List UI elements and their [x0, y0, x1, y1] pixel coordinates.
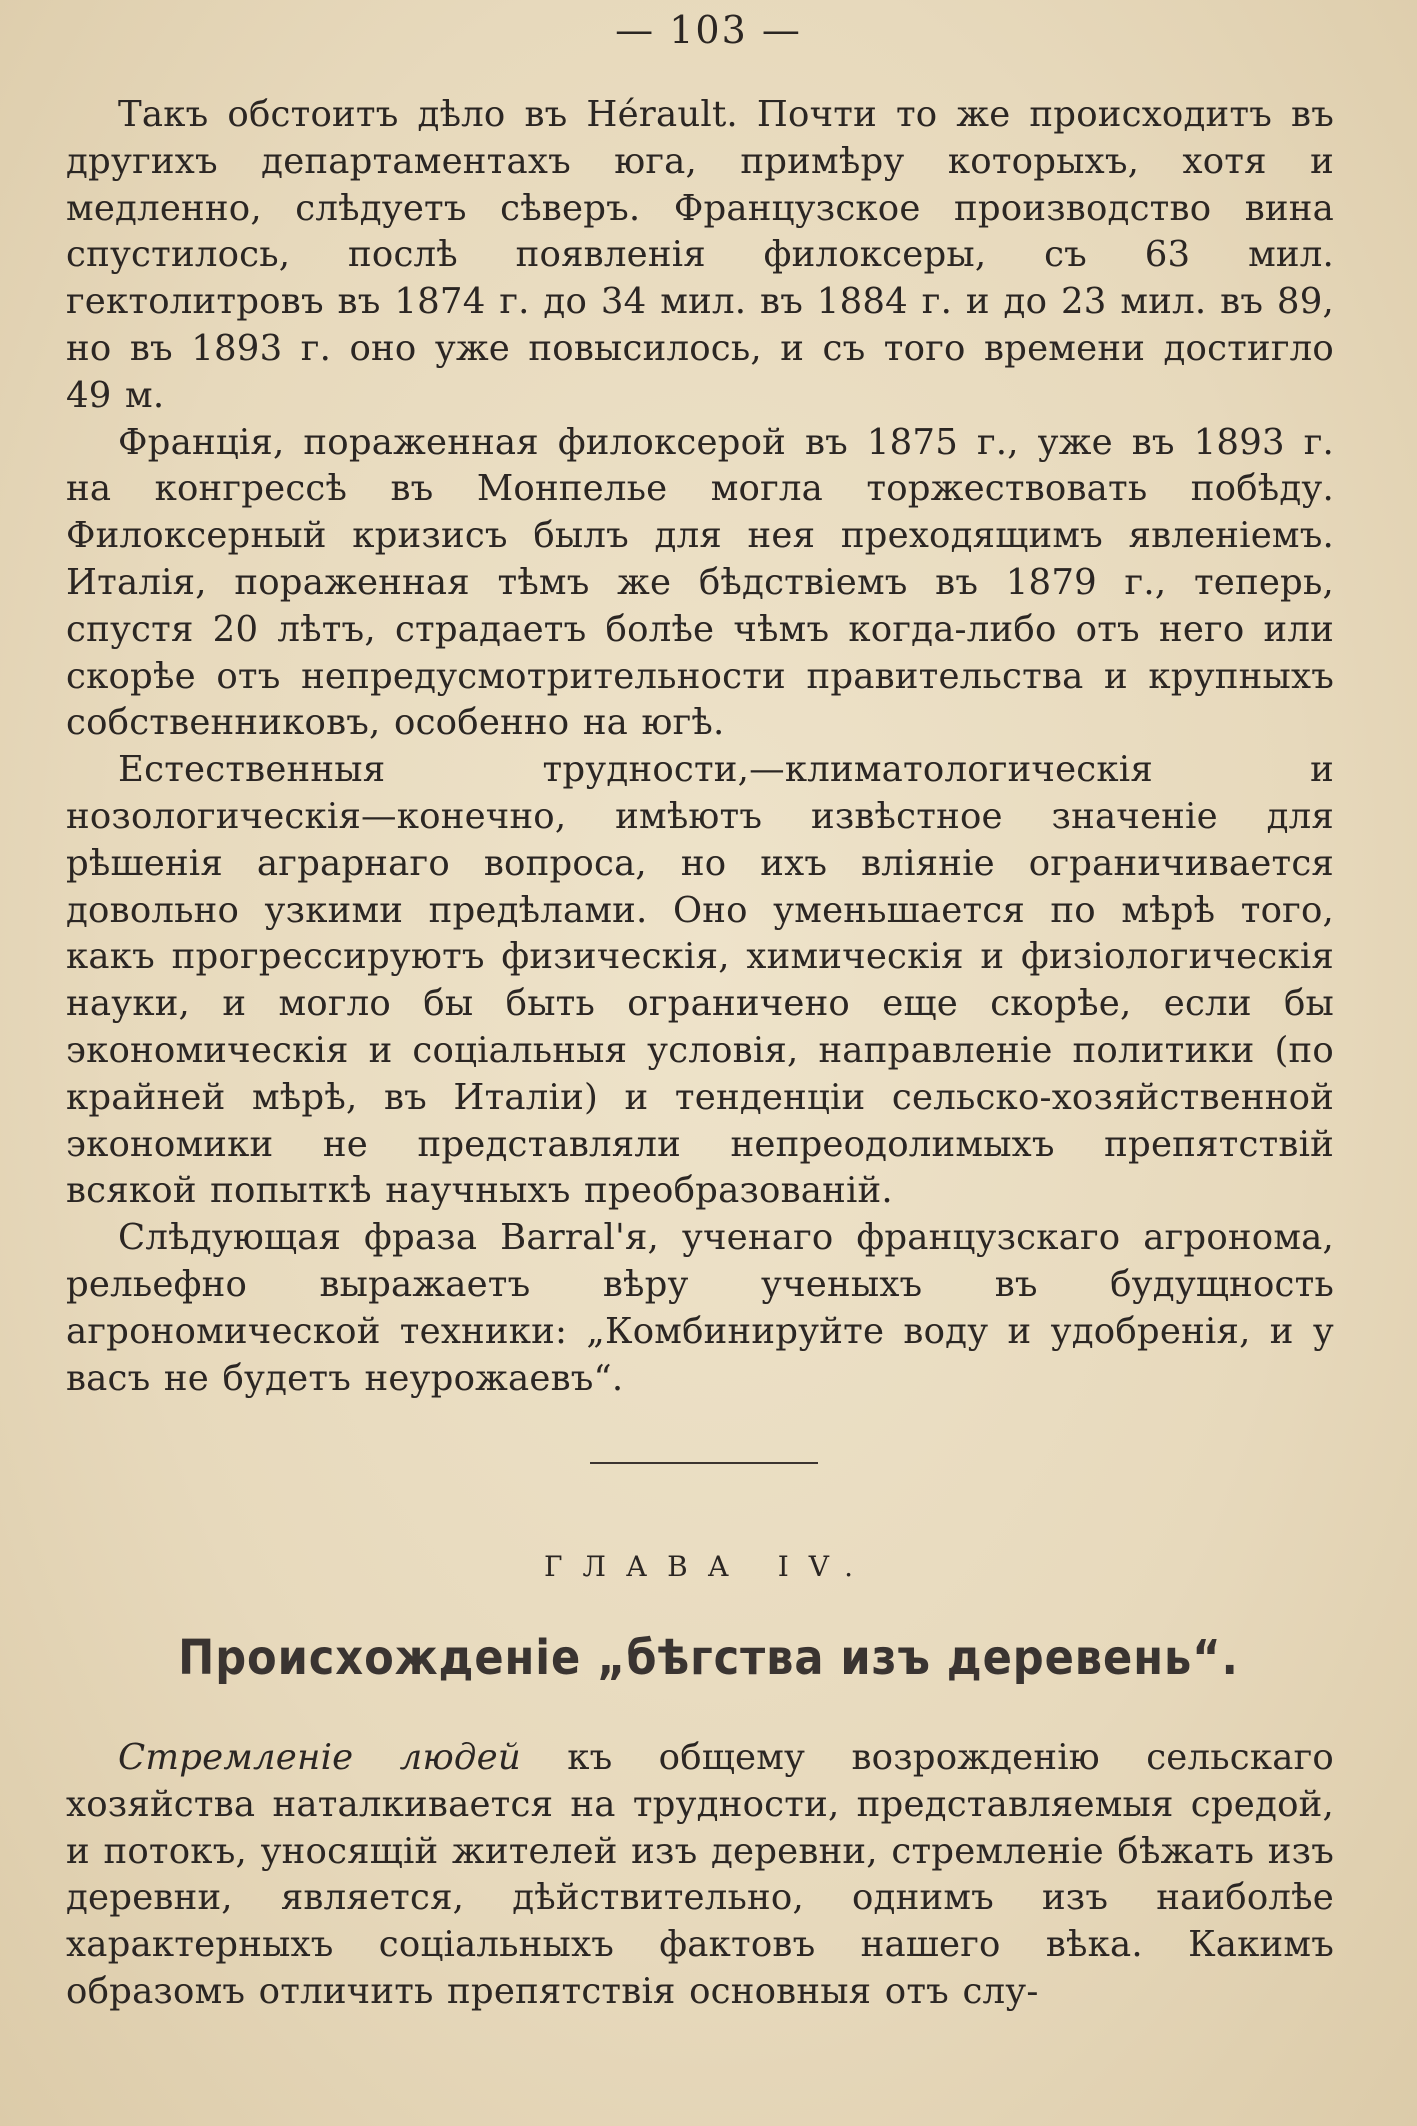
paragraph-natural-difficulties: Естественныя трудности,—климатологическія и нозологическія—конечно, имѣютъ извѣстное значеніе для рѣшенія аграрнаго вопроса, но ихъ вліяніе ограничивается довольно узкими предѣлами. Оно уменьшается по мѣрѣ того, какъ прогрессируютъ физическія, химическія и физіологическія науки, и могло бы быть ограничено еще скорѣе, если бы экономическія и соціальныя условія, направленіе политики (по крайней мѣрѣ, въ Италіи) и тенденціи сельско-хозяйственной экономики не представляли непреодолимыхъ препятствій всякой попыткѣ научныхъ преобразованій.	[66, 749, 1334, 1212]
paragraph-chapter-opening-text: къ общему возрожденію сельскаго хозяйства наталкивается на трудности, представляемыя средой, и потокъ, уносящій жителей изъ деревни, стремленіе бѣжать изъ деревни, является, дѣйствительно, однимъ изъ наиболѣе характерныхъ соціальныхъ фактовъ нашего вѣка. Какимъ образомъ отличить препятствія основныя отъ слу-	[66, 1737, 1334, 2012]
paragraph-barral-quote: Слѣдующая фраза Barral'я, ученаго французскаго агронома, рельефно выражаетъ вѣру ученыхъ въ будущность агрономической техники: „Комбинируйте воду и удобренія, и у васъ не будетъ неурожаевъ“.	[66, 1217, 1334, 1399]
chapter-label: ГЛАВА IV.	[543, 1550, 874, 1583]
page-number: — 103 —	[615, 8, 802, 52]
section-divider	[590, 1462, 818, 1464]
text-block-bottom	[66, 1735, 1334, 2016]
italic-lead-phrase: Стремленіе людей	[118, 1737, 521, 1778]
paragraph-herault: Такъ обстоитъ дѣло въ Hérault. Почти то же происходитъ въ другихъ департаментахъ юга, примѣру которыхъ, хотя и медленно, слѣдуетъ сѣверъ. Французское производство вина спустилось, послѣ появленія филоксеры, съ 63 мил. гектолитровъ въ 1874 г. до 34 мил. въ 1884 г. и до 23 мил. въ 89, но въ 1893 г. оно уже повысилось, и съ того времени достигло 49 м.	[66, 94, 1334, 416]
text-block-top	[66, 92, 1334, 1402]
chapter-title: Происхожденіе „бѣгства изъ деревень“.	[178, 1630, 1239, 1686]
paragraph-france-italy: Франція, пораженная филоксерой въ 1875 г., уже въ 1893 г. на конгрессѣ въ Монпелье могла торжествовать побѣду. Филоксерный кризисъ былъ для нея преходящимъ явленіемъ. Италія, пораженная тѣмъ же бѣдствіемъ въ 1879 г., теперь, спустя 20 лѣтъ, страдаетъ болѣе чѣмъ когда-либо отъ него или скорѣе отъ непредусмотрительности правительства и крупныхъ собственниковъ, особенно на югѣ.	[66, 421, 1334, 744]
paragraph-chapter-opening	[66, 1735, 1334, 2016]
